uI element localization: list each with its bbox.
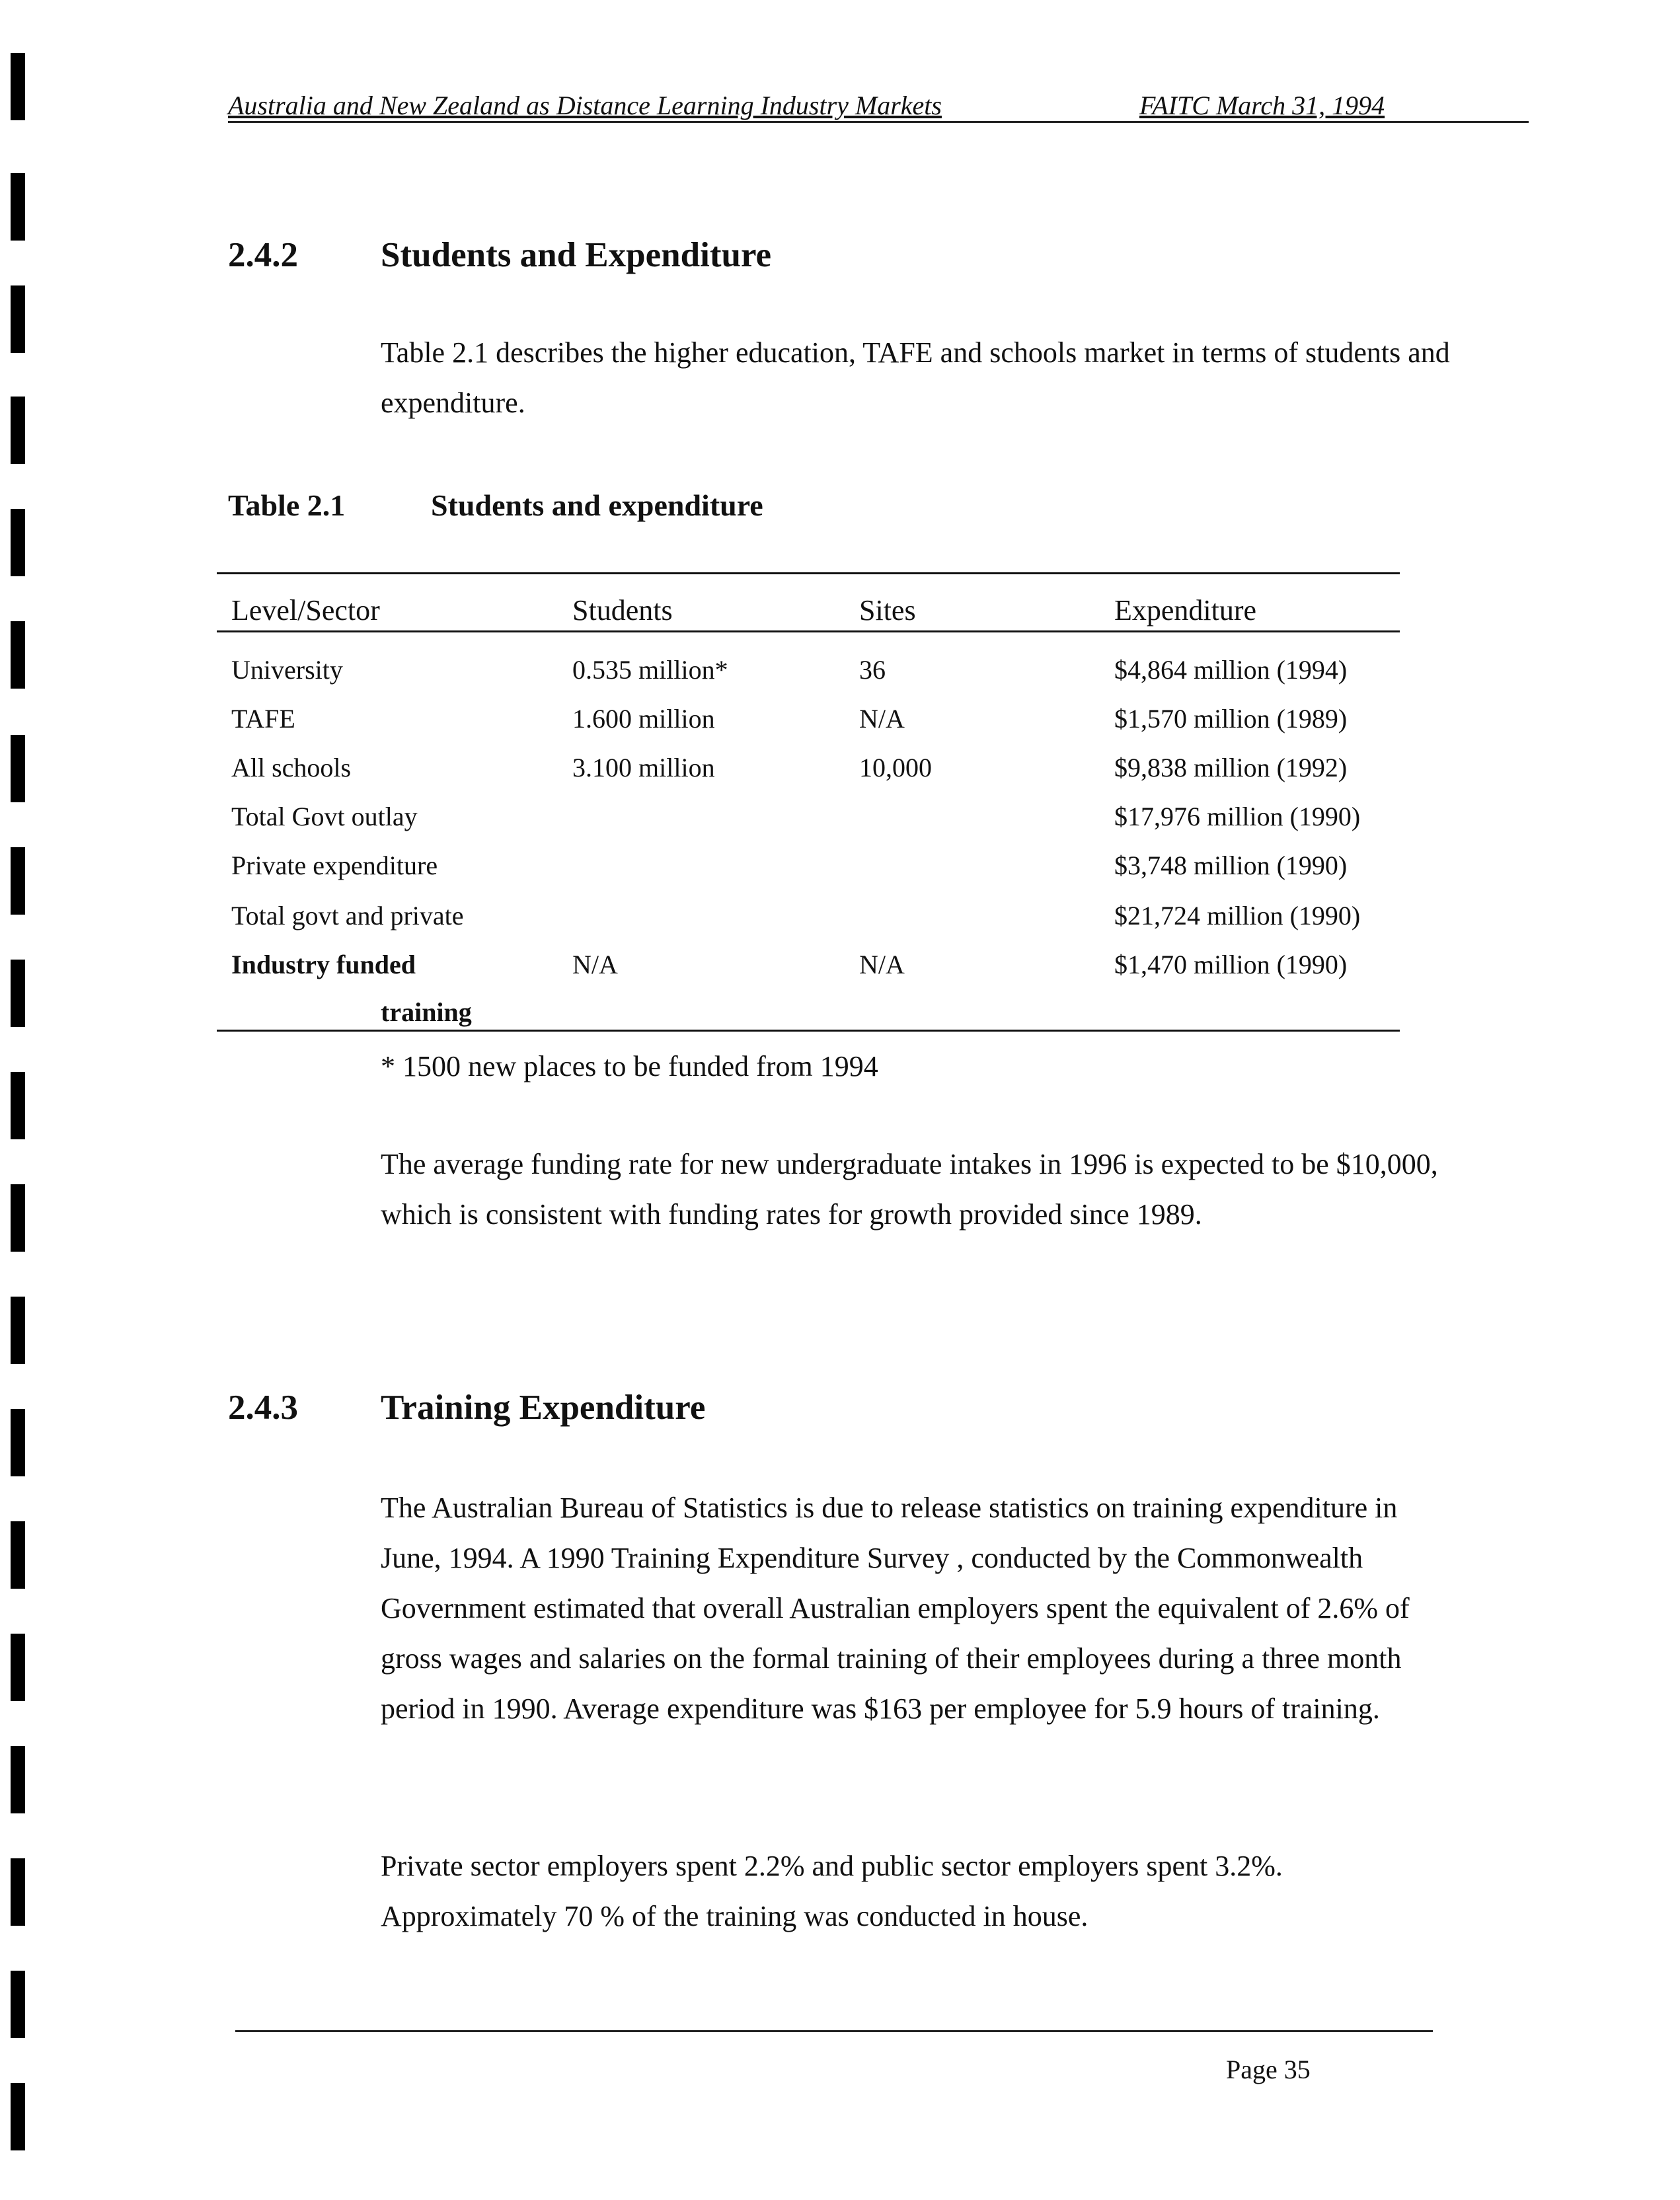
binding-mark — [11, 847, 25, 915]
training-paragraph-2: Private sector employers spent 2.2% and public sector employers spent 3.2%. Approximately 70 % of the training was conducted in house. — [381, 1850, 1283, 1932]
binding-mark — [11, 2083, 25, 2150]
binding-mark — [11, 1858, 25, 1926]
binding-mark — [11, 960, 25, 1027]
table-cell-sector-continued: training — [381, 997, 472, 1027]
binding-mark — [11, 1634, 25, 1701]
column-header: Expenditure — [1114, 594, 1257, 626]
binding-mark — [11, 1297, 25, 1364]
table-cell-expenditure: $3,748 million (1990) — [1114, 851, 1348, 880]
binding-mark — [11, 1409, 25, 1476]
table-cell-sector: Private expenditure — [231, 851, 438, 880]
binding-mark — [11, 285, 25, 353]
table-cell-sector: University — [231, 655, 343, 685]
training-paragraph-1: The Australian Bureau of Statistics is due to release statistics on training expenditure in June, 1994. A 1990 Training Expenditure Survey , conducted by the Commonwealth Government estimated that overall Australian employers spent the equivalent of 2.6% of gross wages and salaries on the formal training of their employees during a three month period in 1990. Average expenditure was $163 per employee for 5.9 hours of training. — [381, 1492, 1410, 1725]
table-bottom-rule — [217, 1030, 1400, 1032]
binding-mark — [11, 1072, 25, 1139]
column-header: Sites — [859, 594, 916, 626]
binding-mark — [11, 735, 25, 802]
table-cell-sector: Total govt and private — [231, 901, 464, 930]
table-cell-sector: Industry funded — [231, 950, 416, 979]
section-title: Training Expenditure — [381, 1388, 706, 1427]
binding-mark — [11, 1746, 25, 1813]
table-cell-sector: Total Govt outlay — [231, 802, 418, 831]
table-cell-students: 0.535 million* — [572, 655, 728, 685]
section-number: 2.4.2 — [228, 236, 298, 274]
column-header: Students — [572, 594, 673, 626]
binding-mark — [11, 621, 25, 689]
binding-mark — [11, 173, 25, 241]
header-rule — [228, 121, 1529, 123]
table-cell-sector: All schools — [231, 753, 352, 782]
running-header-date: FAITC March 31, 1994 — [1139, 91, 1385, 120]
table-cell-sites: N/A — [859, 950, 905, 979]
table-top-rule — [217, 572, 1400, 574]
binding-mark — [11, 53, 25, 120]
running-header-title: Australia and New Zealand as Distance Learning Industry Markets — [228, 91, 942, 120]
table-cell-expenditure: $17,976 million (1990) — [1114, 802, 1361, 831]
binding-mark — [11, 509, 25, 576]
section-number: 2.4.3 — [228, 1388, 298, 1427]
binding-mark — [11, 397, 25, 464]
binding-mark — [11, 1521, 25, 1589]
table-caption-title: Students and expenditure — [431, 488, 763, 522]
column-header: Level/Sector — [231, 594, 380, 626]
funding-paragraph: The average funding rate for new undergraduate intakes in 1996 is expected to be $10,000, which is consistent with funding rates for growth provided since 1989. — [381, 1148, 1438, 1231]
section-title: Students and Expenditure — [381, 236, 772, 274]
table-cell-expenditure: $9,838 million (1992) — [1114, 753, 1348, 782]
table-caption-number: Table 2.1 — [228, 488, 346, 522]
intro-paragraph: Table 2.1 describes the higher education, TAFE and schools market in terms of students and expenditure. — [381, 336, 1450, 419]
binding-mark — [11, 1971, 25, 2038]
footer-rule — [235, 2030, 1433, 2032]
binding-mark — [11, 1184, 25, 1252]
table-cell-sites: N/A — [859, 704, 905, 734]
table-cell-expenditure: $21,724 million (1990) — [1114, 901, 1361, 930]
table-cell-expenditure: $1,570 million (1989) — [1114, 704, 1348, 734]
table-cell-sector: TAFE — [231, 704, 295, 734]
table-cell-sites: 36 — [859, 655, 886, 685]
table-cell-students: 3.100 million — [572, 753, 715, 782]
table-cell-sites: 10,000 — [859, 753, 932, 782]
table-cell-expenditure: $4,864 million (1994) — [1114, 655, 1348, 685]
table-footnote: * 1500 new places to be funded from 1994 — [381, 1050, 878, 1082]
table-cell-students: N/A — [572, 950, 618, 979]
table-cell-students: 1.600 million — [572, 704, 715, 734]
table-cell-expenditure: $1,470 million (1990) — [1114, 950, 1348, 979]
table-header-rule — [217, 630, 1400, 632]
page-number: Page 35 — [1226, 2055, 1311, 2084]
